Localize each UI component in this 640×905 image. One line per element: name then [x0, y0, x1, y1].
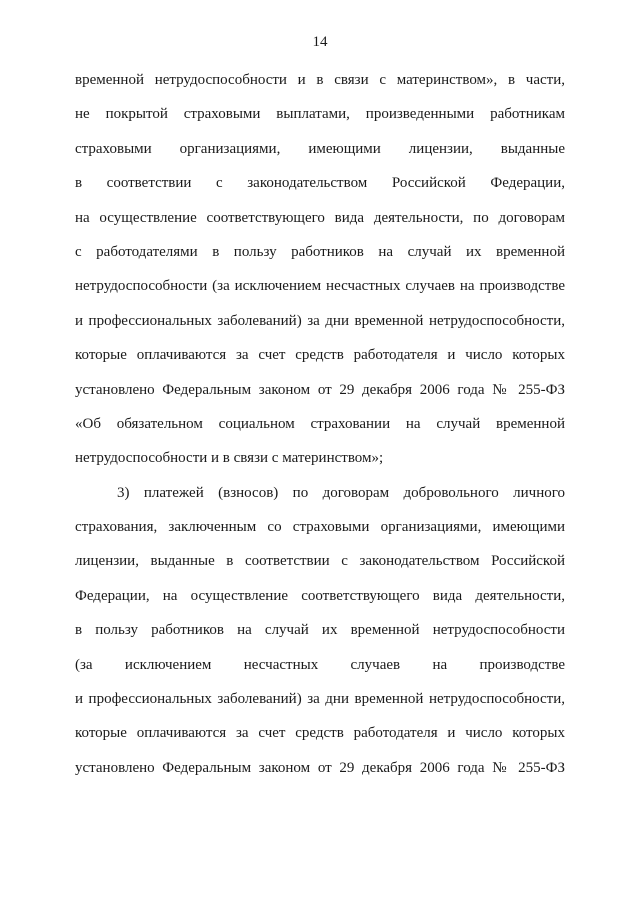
paragraph-1	[75, 68, 565, 481]
text-line: нетрудоспособности и в связи с материнством»;	[75, 450, 384, 467]
text-line: установлено Федеральным законом от 29 декабря 2006 года № 255-ФЗ	[75, 759, 565, 776]
text-line: и профессиональных заболеваний) за дни временной нетрудоспособности,	[75, 312, 565, 329]
text-line: установлено Федеральным законом от 29 декабря 2006 года № 255-ФЗ	[75, 381, 565, 398]
text-line: страховыми организациями, имеющими лицензии, выданные	[75, 140, 565, 157]
text-line: которые оплачиваются за счет средств работодателя и число которых	[75, 725, 565, 742]
text-line: лицензии, выданные в соответствии с законодательством Российской	[75, 553, 565, 570]
text-line: Федерации, на осуществление соответствующего вида деятельности,	[75, 587, 565, 604]
text-line: не покрытой страховыми выплатами, произведенными работникам	[75, 106, 565, 123]
text-line: в пользу работников на случай их временной нетрудоспособности	[75, 622, 565, 639]
text-line: временной нетрудоспособности и в связи с материнством», в части,	[75, 72, 565, 88]
text-line: нетрудоспособности (за исключением несчастных случаев на производстве	[75, 278, 565, 295]
text-line: с работодателями в пользу работников на случай их временной	[75, 243, 565, 260]
text-line: в соответствии с законодательством Российской Федерации,	[75, 175, 565, 192]
text-line: которые оплачиваются за счет средств работодателя и число которых	[75, 347, 565, 364]
text-line: и профессиональных заболеваний) за дни временной нетрудоспособности,	[75, 691, 565, 708]
paragraph-2	[75, 481, 565, 791]
text-line: 3) платежей (взносов) по договорам добровольного личного	[117, 484, 565, 501]
text-line: (за исключением несчастных случаев на производстве	[75, 656, 565, 673]
text-line: «Об обязательном социальном страховании на случай временной	[75, 415, 565, 432]
page-number: 14	[312, 34, 328, 50]
text-line: на осуществление соответствующего вида деятельности, по договорам	[75, 209, 565, 226]
text-line: страхования, заключенным со страховыми организациями, имеющими	[75, 519, 565, 536]
body-text	[75, 68, 565, 790]
